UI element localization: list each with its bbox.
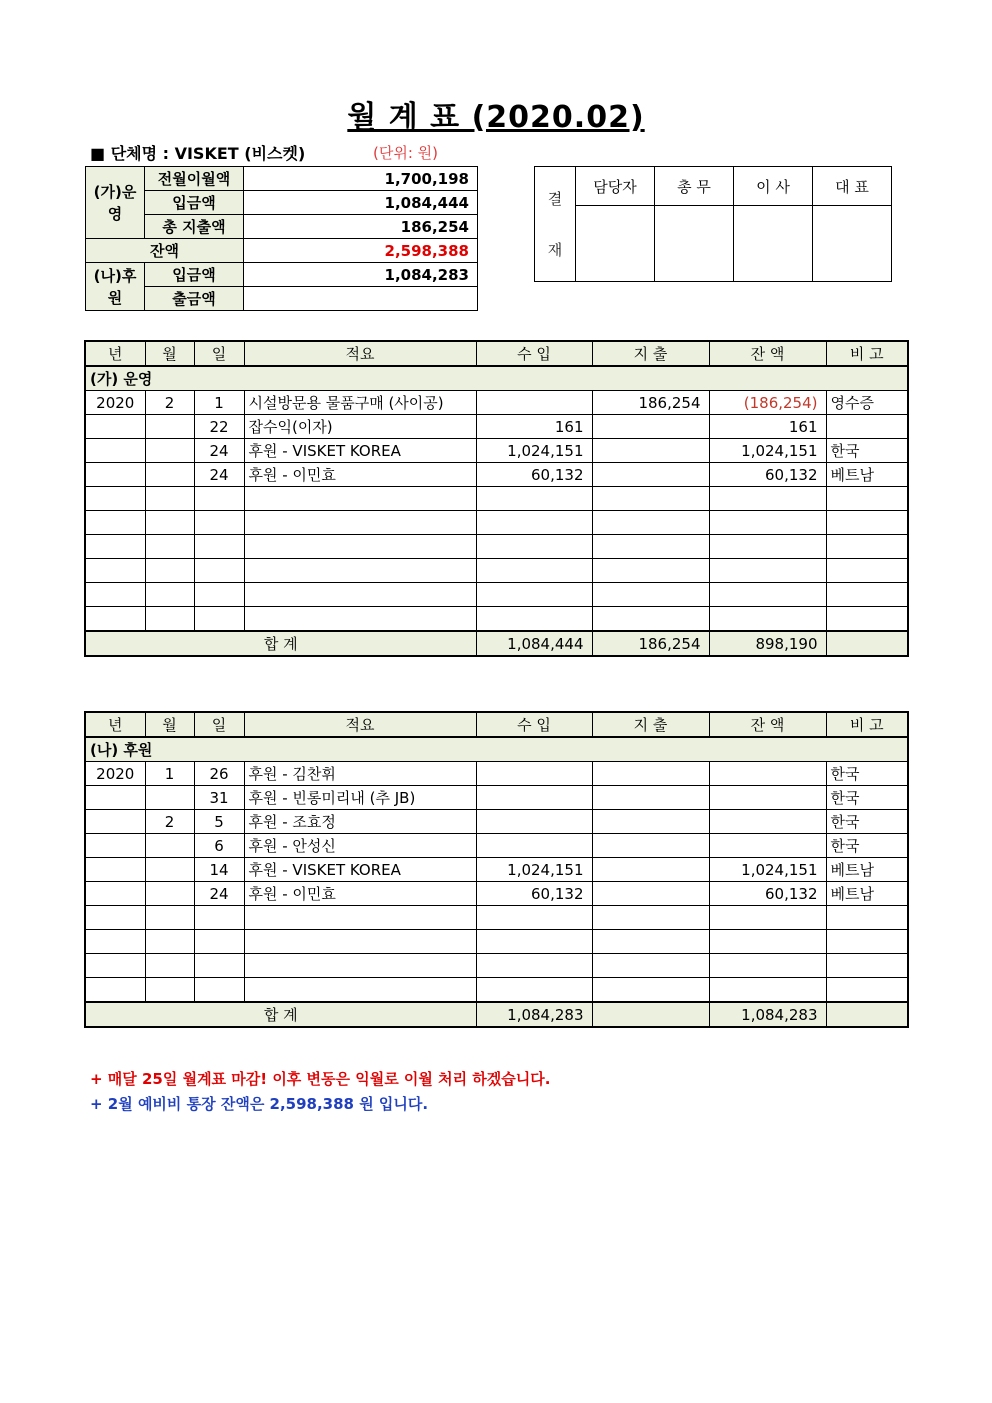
col-header: 비 고 [826, 712, 908, 737]
total-note [826, 1002, 908, 1027]
cell-note [826, 978, 908, 1003]
cell-balance [709, 762, 826, 786]
cell-balance [709, 511, 826, 535]
cell-year [85, 906, 145, 930]
table-row [85, 762, 908, 786]
col-header: 적요 [244, 712, 476, 737]
cell-income [476, 834, 592, 858]
cell-year [85, 463, 145, 487]
cell-day [194, 930, 244, 954]
approval-side-bottom: 재 [547, 241, 563, 259]
cell-expense [592, 954, 709, 978]
cell-description: 후원 - 조효정 [244, 810, 476, 834]
cell-expense [592, 930, 709, 954]
cell-balance [709, 810, 826, 834]
cell-balance: 60,132 [709, 463, 826, 487]
cell-note [826, 583, 908, 607]
total-expense [592, 1002, 709, 1027]
cell-year [85, 535, 145, 559]
col-header: 년 [85, 341, 145, 366]
cell-balance [709, 583, 826, 607]
section-label: (나) 후원 [85, 737, 908, 762]
cell-description: 후원 - VISKET KOREA [244, 439, 476, 463]
cell-month [145, 607, 194, 632]
total-income: 1,084,444 [476, 631, 592, 656]
cell-day: 31 [194, 786, 244, 810]
cell-day [194, 559, 244, 583]
signature-box [655, 206, 734, 282]
approval-role: 총 무 [655, 167, 734, 206]
col-header: 월 [145, 341, 194, 366]
cell-description [244, 978, 476, 1003]
operations-ledger [84, 340, 909, 657]
approval-role: 이 사 [734, 167, 813, 206]
cell-description [244, 930, 476, 954]
cell-income [476, 607, 592, 632]
cell-description [244, 607, 476, 632]
cell-month [145, 954, 194, 978]
col-header: 비 고 [826, 341, 908, 366]
summary-table [85, 166, 478, 311]
cell-day: 1 [194, 391, 244, 415]
cell-month [145, 487, 194, 511]
cell-income [476, 930, 592, 954]
cell-description: 후원 - 김찬휘 [244, 762, 476, 786]
summary-label: 입금액 [145, 263, 244, 287]
table-row [85, 786, 908, 810]
note-deadline: + 매달 25일 월계표 마감! 이후 변동은 익월로 이월 처리 하겠습니다. [90, 1070, 551, 1088]
ga-label: (가)운영 [86, 167, 145, 239]
summary-value: 1,700,198 [244, 167, 478, 191]
table-row [85, 607, 908, 632]
cell-description: 후원 - 안성신 [244, 834, 476, 858]
col-header: 수 입 [476, 712, 592, 737]
cell-expense [592, 535, 709, 559]
table-row [85, 415, 908, 439]
approval-side-label [535, 167, 576, 282]
cell-balance [709, 786, 826, 810]
cell-note [826, 559, 908, 583]
cell-day: 5 [194, 810, 244, 834]
cell-year [85, 954, 145, 978]
total-balance: 898,190 [709, 631, 826, 656]
note-balance: + 2월 예비비 통장 잔액은 2,598,388 원 입니다. [90, 1095, 429, 1113]
na-label: (나)후원 [86, 263, 145, 311]
cell-expense [592, 858, 709, 882]
cell-income: 161 [476, 415, 592, 439]
cell-day [194, 487, 244, 511]
cell-year [85, 415, 145, 439]
cell-note [826, 415, 908, 439]
col-header: 일 [194, 341, 244, 366]
cell-balance [709, 559, 826, 583]
cell-year [85, 487, 145, 511]
summary-label: 입금액 [145, 191, 244, 215]
cell-income [476, 978, 592, 1003]
summary-label: 총 지출액 [145, 215, 244, 239]
cell-income: 1,024,151 [476, 858, 592, 882]
cell-year [85, 786, 145, 810]
cell-day [194, 583, 244, 607]
cell-expense [592, 559, 709, 583]
cell-income [476, 535, 592, 559]
col-header: 잔 액 [709, 341, 826, 366]
summary-label: 출금액 [145, 287, 244, 311]
cell-balance: 60,132 [709, 882, 826, 906]
cell-income [476, 391, 592, 415]
table-row [85, 882, 908, 906]
table-row [85, 487, 908, 511]
cell-expense [592, 834, 709, 858]
balance-label: 잔액 [86, 239, 244, 263]
cell-note: 한국 [826, 762, 908, 786]
cell-income: 60,132 [476, 882, 592, 906]
total-expense: 186,254 [592, 631, 709, 656]
cell-month [145, 559, 194, 583]
table-row [85, 583, 908, 607]
cell-month [145, 583, 194, 607]
cell-balance [709, 607, 826, 632]
cell-note [826, 487, 908, 511]
cell-expense [592, 810, 709, 834]
cell-income [476, 906, 592, 930]
cell-month: 2 [145, 391, 194, 415]
cell-note [826, 535, 908, 559]
cell-day: 22 [194, 415, 244, 439]
cell-note: 한국 [826, 810, 908, 834]
signature-box [813, 206, 892, 282]
table-row [85, 535, 908, 559]
cell-income [476, 511, 592, 535]
cell-day [194, 607, 244, 632]
cell-month [145, 930, 194, 954]
cell-expense [592, 415, 709, 439]
cell-expense [592, 439, 709, 463]
cell-income: 60,132 [476, 463, 592, 487]
cell-balance [709, 978, 826, 1003]
table-row [85, 511, 908, 535]
cell-day: 24 [194, 463, 244, 487]
cell-expense [592, 607, 709, 632]
cell-note: 베트남 [826, 463, 908, 487]
cell-expense [592, 978, 709, 1003]
table-row [85, 834, 908, 858]
table-row [85, 858, 908, 882]
cell-month: 2 [145, 810, 194, 834]
table-row [85, 391, 908, 415]
cell-month [145, 535, 194, 559]
cell-day: 24 [194, 439, 244, 463]
col-header: 수 입 [476, 341, 592, 366]
col-header: 일 [194, 712, 244, 737]
cell-balance [709, 906, 826, 930]
cell-income [476, 762, 592, 786]
cell-expense [592, 882, 709, 906]
cell-year [85, 882, 145, 906]
cell-day: 26 [194, 762, 244, 786]
total-income: 1,084,283 [476, 1002, 592, 1027]
cell-note [826, 511, 908, 535]
approval-role: 담당자 [576, 167, 655, 206]
cell-year: 2020 [85, 391, 145, 415]
cell-description: 후원 - 이민효 [244, 882, 476, 906]
approval-table [534, 166, 892, 282]
cell-description: 잡수익(이자) [244, 415, 476, 439]
cell-description: 시설방문용 물품구매 (사이공) [244, 391, 476, 415]
cell-year [85, 810, 145, 834]
table-row [85, 810, 908, 834]
total-row [85, 631, 908, 656]
col-header: 적요 [244, 341, 476, 366]
cell-balance [709, 487, 826, 511]
cell-note: 한국 [826, 834, 908, 858]
approval-role: 대 표 [813, 167, 892, 206]
table-row [85, 954, 908, 978]
cell-year [85, 439, 145, 463]
section-label: (가) 운영 [85, 366, 908, 391]
cell-expense [592, 906, 709, 930]
table-row [85, 463, 908, 487]
col-header: 잔 액 [709, 712, 826, 737]
cell-note [826, 954, 908, 978]
organization-name: ■ 단체명 : VISKET (비스켓) [90, 144, 306, 163]
cell-balance: 1,024,151 [709, 439, 826, 463]
unit-label: (단위: 원) [373, 144, 438, 162]
cell-expense [592, 463, 709, 487]
summary-value: 1,084,444 [244, 191, 478, 215]
table-row [85, 439, 908, 463]
cell-expense [592, 511, 709, 535]
cell-balance: (186,254) [709, 391, 826, 415]
cell-year [85, 930, 145, 954]
cell-month [145, 906, 194, 930]
total-note [826, 631, 908, 656]
cell-month [145, 511, 194, 535]
cell-description: 후원 - 이민효 [244, 463, 476, 487]
cell-description [244, 954, 476, 978]
cell-description [244, 535, 476, 559]
cell-note: 베트남 [826, 882, 908, 906]
cell-description [244, 906, 476, 930]
cell-note [826, 906, 908, 930]
cell-month [145, 858, 194, 882]
cell-note: 베트남 [826, 858, 908, 882]
cell-expense [592, 786, 709, 810]
cell-note: 영수증 [826, 391, 908, 415]
col-header: 지 출 [592, 712, 709, 737]
cell-income [476, 487, 592, 511]
total-row [85, 1002, 908, 1027]
cell-month [145, 834, 194, 858]
signature-box [734, 206, 813, 282]
cell-balance: 161 [709, 415, 826, 439]
balance-value: 2,598,388 [244, 239, 478, 263]
signature-box [576, 206, 655, 282]
cell-year [85, 858, 145, 882]
cell-income [476, 954, 592, 978]
table-row [85, 559, 908, 583]
cell-month [145, 786, 194, 810]
table-row [85, 930, 908, 954]
col-header: 년 [85, 712, 145, 737]
cell-income [476, 786, 592, 810]
table-row [85, 978, 908, 1003]
cell-month [145, 978, 194, 1003]
cell-description [244, 487, 476, 511]
cell-day [194, 535, 244, 559]
cell-description: 후원 - VISKET KOREA [244, 858, 476, 882]
cell-balance [709, 930, 826, 954]
cell-month [145, 463, 194, 487]
cell-month [145, 882, 194, 906]
cell-description [244, 511, 476, 535]
total-label: 합 계 [85, 1002, 476, 1027]
cell-month: 1 [145, 762, 194, 786]
cell-expense: 186,254 [592, 391, 709, 415]
cell-note: 한국 [826, 439, 908, 463]
cell-income [476, 559, 592, 583]
page-title: 월 계 표 (2020.02) [347, 100, 645, 135]
cell-month [145, 415, 194, 439]
total-balance: 1,084,283 [709, 1002, 826, 1027]
cell-month [145, 439, 194, 463]
cell-day [194, 906, 244, 930]
cell-day [194, 511, 244, 535]
cell-day [194, 954, 244, 978]
table-row [85, 906, 908, 930]
cell-note [826, 930, 908, 954]
cell-year [85, 559, 145, 583]
cell-day: 6 [194, 834, 244, 858]
cell-income [476, 583, 592, 607]
col-header: 지 출 [592, 341, 709, 366]
summary-value: 186,254 [244, 215, 478, 239]
summary-label: 전월이월액 [145, 167, 244, 191]
cell-balance [709, 535, 826, 559]
cell-balance: 1,024,151 [709, 858, 826, 882]
cell-expense [592, 762, 709, 786]
cell-year [85, 607, 145, 632]
cell-day: 24 [194, 882, 244, 906]
cell-year [85, 511, 145, 535]
cell-expense [592, 583, 709, 607]
summary-value [244, 287, 478, 311]
cell-year [85, 978, 145, 1003]
sponsorship-ledger [84, 711, 909, 1028]
cell-balance [709, 954, 826, 978]
cell-day: 14 [194, 858, 244, 882]
summary-value: 1,084,283 [244, 263, 478, 287]
col-header: 월 [145, 712, 194, 737]
cell-description [244, 583, 476, 607]
cell-year: 2020 [85, 762, 145, 786]
approval-side-top: 결 [547, 190, 563, 208]
total-label: 합 계 [85, 631, 476, 656]
cell-day [194, 978, 244, 1003]
cell-year [85, 834, 145, 858]
cell-description: 후원 - 빈롱미리내 (추 JB) [244, 786, 476, 810]
cell-note: 한국 [826, 786, 908, 810]
cell-year [85, 583, 145, 607]
cell-income: 1,024,151 [476, 439, 592, 463]
cell-income [476, 810, 592, 834]
cell-balance [709, 834, 826, 858]
cell-description [244, 559, 476, 583]
cell-expense [592, 487, 709, 511]
cell-note [826, 607, 908, 632]
